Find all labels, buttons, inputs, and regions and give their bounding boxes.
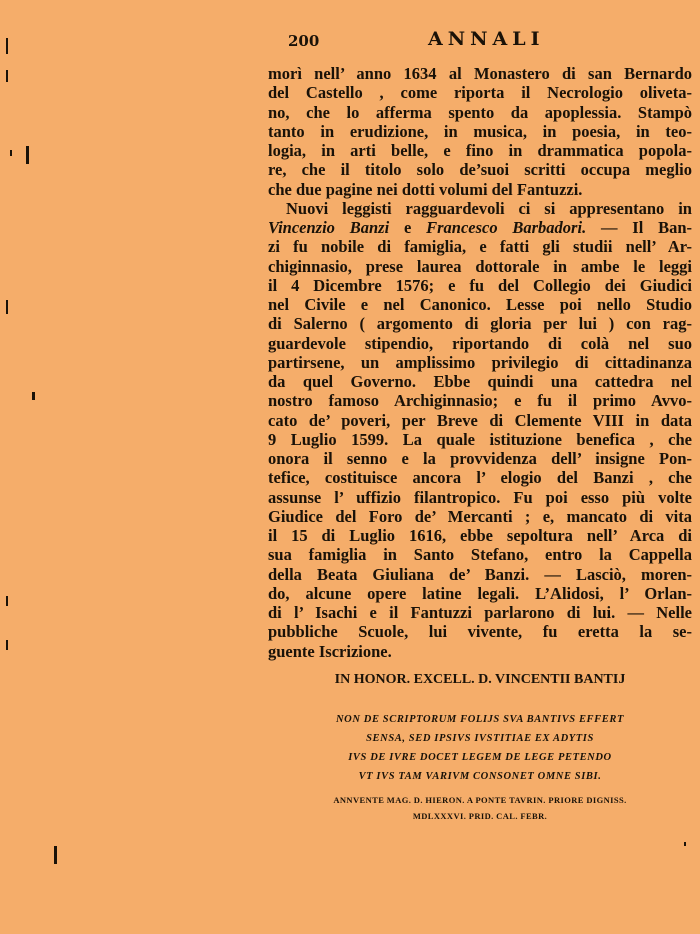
inscription-note-line: ANNVENTE MAG. D. HIERON. A PONTE TAVRIN. PRIORE DIGNISS. bbox=[333, 795, 627, 805]
page-number: 200 bbox=[288, 32, 320, 50]
line-tail: — Il Ban- bbox=[586, 218, 692, 237]
text-line: del Castello , come riporta il Necrologio oliveta- bbox=[268, 83, 692, 103]
inscription-line: VT IVS TAM VARIVM CONSONET OMNE SIBI. bbox=[358, 771, 602, 782]
text-line: re, che il titolo solo de’suoi scritti occupa meglio bbox=[268, 160, 692, 180]
text-line-with-names bbox=[268, 218, 692, 237]
text-line: chiginnasio, prese laurea dottorale in ambe le leggi bbox=[268, 256, 692, 276]
text-line: zi fu nobile di famiglia, e fatti gli studii nell’ Ar- bbox=[268, 237, 692, 257]
inscription-verse bbox=[268, 710, 692, 786]
text-line: no, che lo afferma spento da apoplessia. Stampò bbox=[268, 102, 692, 122]
text-line: assunse l’ uffizio filantropico. Fu poi esso più volte bbox=[268, 487, 692, 507]
text-line: di l’ Isachi e il Fantuzzi parlarono di lui. — Nelle bbox=[268, 603, 692, 622]
text-line: di Salerno ( argomento di gloria per lui ) con rag- bbox=[268, 314, 692, 334]
text-line: tanto in erudizione, in musica, in poesia, in teo- bbox=[268, 121, 692, 141]
inscription-title: IN HONOR. EXCELL. D. VINCENTII BANTIJ bbox=[334, 672, 626, 687]
text-line: nostro famoso Archiginnasio; e fu il primo Avvo- bbox=[268, 391, 692, 411]
scan-speck bbox=[54, 846, 57, 864]
text-line: Nuovi leggisti ragguardevoli ci si appresentano in bbox=[286, 198, 692, 218]
text-line: il 4 Dicembre 1576; e fu del Collegio dei Giudici bbox=[268, 275, 692, 295]
text-line: cato de’ poveri, per Breve di Clemente VIII in data bbox=[268, 410, 692, 430]
conjunction: e bbox=[389, 218, 427, 237]
text-line: logia, in arti belle, e fino in drammatica popola- bbox=[268, 141, 692, 160]
scan-speck bbox=[6, 38, 8, 54]
inscription-note-line: MDLXXXVI. PRID. CAL. FEBR. bbox=[412, 811, 548, 821]
name-francesco-barbadori: Francesco Barbadori. bbox=[426, 218, 587, 237]
text-line: della Beata Giuliana de’ Banzi. — Lasciò, moren- bbox=[268, 564, 692, 584]
text-line: 9 Luglio 1599. La quale istituzione benefica , che bbox=[268, 429, 692, 449]
scan-speck bbox=[684, 842, 686, 846]
scan-speck bbox=[26, 146, 29, 164]
inscription-line: SENSA, SED IPSIVS IVSTITIAE EX ADYTIS bbox=[366, 733, 594, 744]
text-line: tefice, costituisce ancora l’ elogio del Banzi , che bbox=[268, 468, 692, 488]
scan-speck bbox=[10, 150, 12, 156]
text-line: da quel Governo. Ebbe quindi una cattedra nel bbox=[268, 372, 692, 391]
name-vincenzio-banzi: Vincenzio Banzi bbox=[268, 218, 390, 237]
text-line: onora il senno e la provvidenza dell’ insigne Pon- bbox=[268, 449, 692, 468]
scan-speck bbox=[6, 640, 8, 650]
text-line: nel Civile e nel Canonico. Lesse poi nello Studio bbox=[268, 295, 692, 314]
scan-speck bbox=[32, 392, 35, 400]
body-text bbox=[268, 64, 692, 661]
text-line: pubbliche Scuole, lui vivente, fu eretta la se- bbox=[268, 622, 692, 642]
text-line: che due pagine nei dotti volumi del Fantuzzi. bbox=[268, 179, 583, 199]
text-line: Giudice del Foro de’ Mercanti ; e, mancato di vita bbox=[268, 506, 692, 526]
text-line: morì nell’ anno 1634 al Monastero di san Bernardo bbox=[268, 64, 692, 83]
page-header bbox=[268, 28, 692, 54]
inscription-note bbox=[268, 792, 692, 824]
scan-speck bbox=[6, 596, 8, 606]
text-line: guardevole stipendio, riportando di colà nel suo bbox=[268, 333, 692, 353]
text-line: il 15 di Luglio 1616, ebbe sepoltura nell’ Arca di bbox=[268, 526, 692, 545]
text-line: partirsene, un amplissimo privilegio di cittadinanza bbox=[268, 352, 692, 372]
text-line: sua famiglia in Santo Stefano, entro la Cappella bbox=[268, 545, 692, 565]
scan-speck bbox=[6, 300, 8, 314]
text-line: do, alcune opere latine legali. L’Alidosi, l’ Orlan- bbox=[268, 583, 692, 603]
scan-speck bbox=[6, 70, 8, 82]
running-title: ANNALI bbox=[428, 28, 545, 50]
text-line: guente Iscrizione. bbox=[268, 641, 392, 661]
inscription-line: IVS DE IVRE DOCET LEGEM DE LEGE PETENDO bbox=[348, 752, 612, 763]
inscription-line: NON DE SCRIPTORUM FOLIJS SVA BANTIVS EFFERT bbox=[336, 714, 624, 725]
